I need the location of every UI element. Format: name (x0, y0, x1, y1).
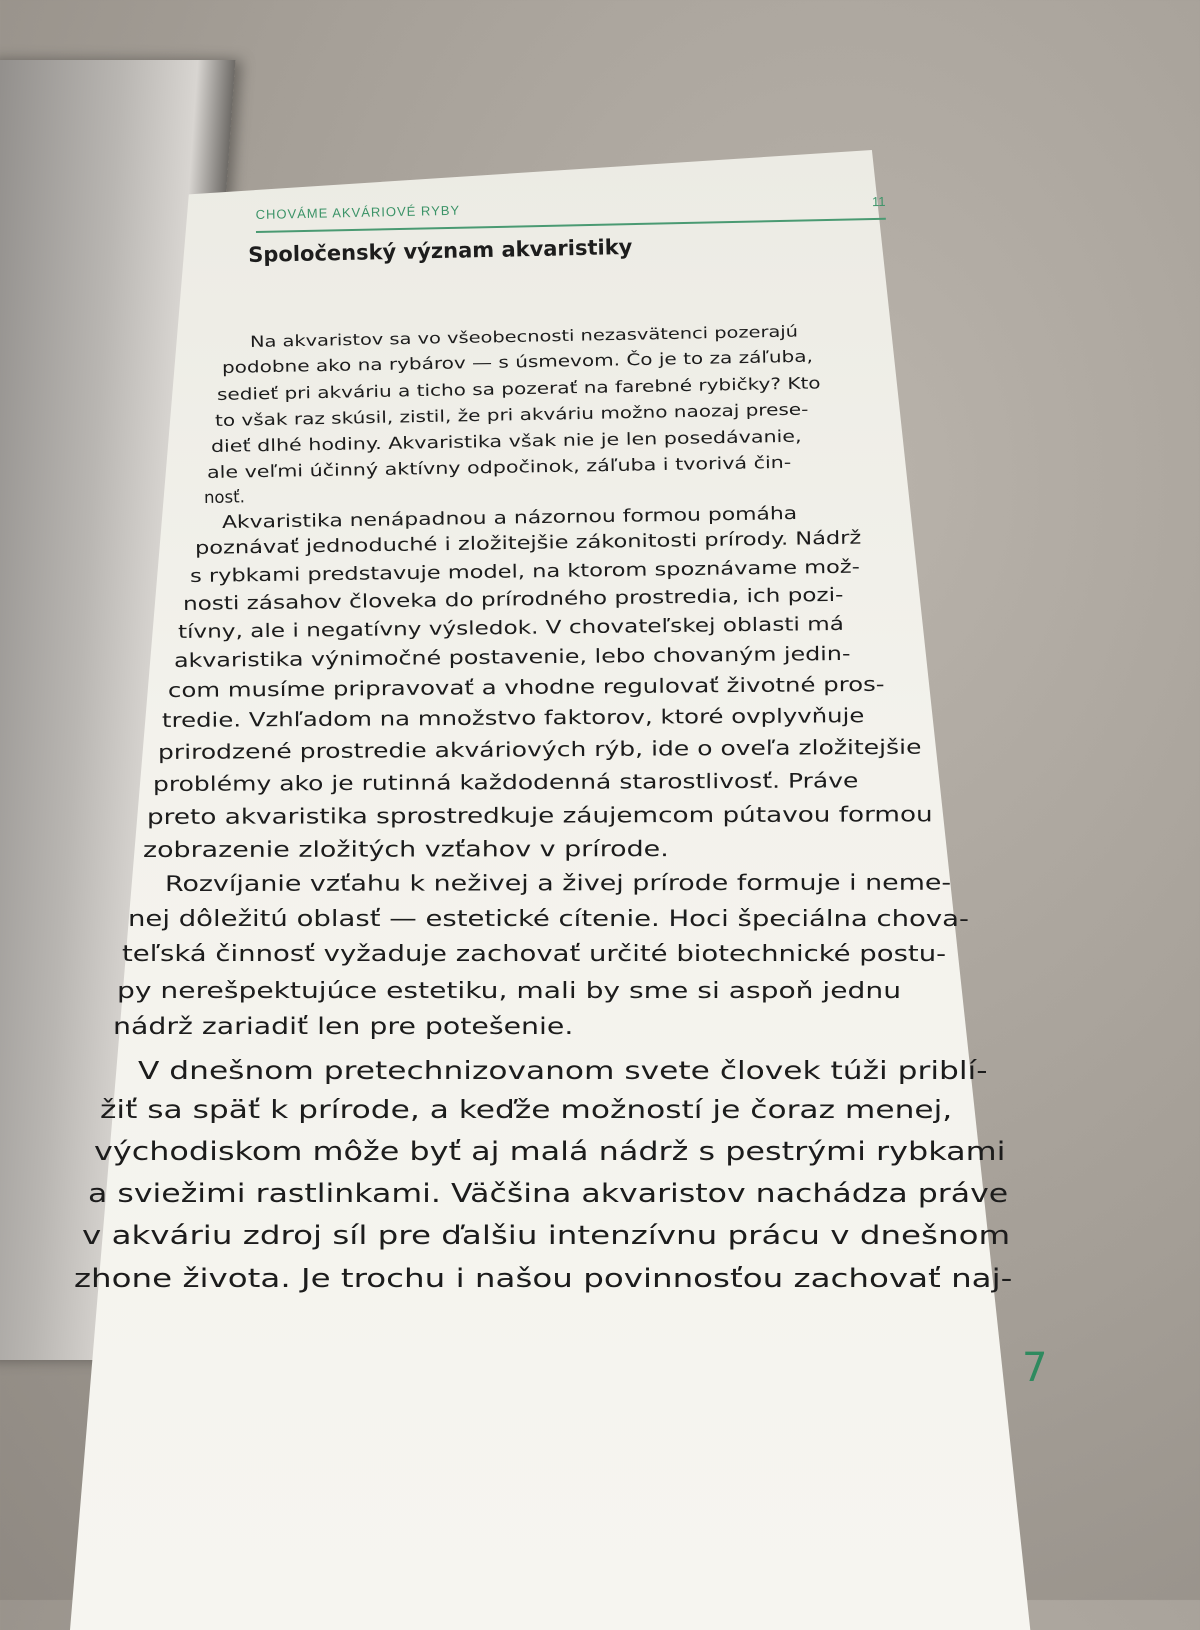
text-line: v akváriu zdroj síl pre ďalšiu intenzívnu prácu v dnešnom (82, 1221, 1011, 1251)
text-line: py nerešpektujúce estetiku, mali by sme si aspoň jednu (117, 978, 902, 1004)
text-line: nádrž zariadiť len pre potešenie. (113, 1014, 574, 1040)
section-heading: Spoločenský význam akvaristiky (248, 234, 633, 267)
text-line: to však raz skúsil, zistil, že pri akváriu možno naozaj prese- (214, 399, 809, 430)
text-line: Rozvíjanie vzťahu k neživej a živej prírode formuje i neme- (164, 870, 952, 897)
text-line: dieť dlhé hodiny. Akvaristika však nie je len posedávanie, (210, 426, 802, 456)
text-line: problémy ako je rutinná každodenná starostlivosť. Práve (152, 768, 859, 796)
text-line: zobrazenie zložitých vzťahov v prírode. (142, 837, 669, 863)
running-title: CHOVÁME AKVÁRIOVÉ RYBY (255, 202, 461, 223)
text-line: akvaristika výnimočné postavenie, lebo chovaným jedin- (173, 642, 851, 672)
text-line: východiskom môže byť aj malá nádrž s pestrými rybkami (94, 1137, 1006, 1167)
text-line: V dnešnom pretechnizovanom svete človek túži priblí- (138, 1056, 988, 1085)
text-line: preto akvaristika sprostredkuje záujemcom pútavou formou (146, 802, 933, 829)
text-line: prirodzené prostredie akváriových rýb, ide o oveľa zložitejšie (157, 734, 922, 764)
text-line: podobne ako na rybárov — s úsmevom. Čo je to za záľuba, (221, 346, 814, 377)
text-line: ale veľmi účinný aktívny odpočinok, záľuba i tvorivá čin- (206, 452, 792, 482)
running-header (255, 192, 885, 233)
text-line: poznávať jednoduché i zložitejšie zákonitosti prírody. Nádrž (194, 527, 862, 559)
text-line: teľská činnosť vyžaduje zachovať určité biotechnické postu- (122, 942, 947, 967)
text-line: nej dôležitú oblasť — estetické cítenie. Hoci špeciálna chova- (128, 907, 969, 932)
text-line: Na akvaristov sa vo všeobecnosti nezasvätenci pozerajú (249, 322, 799, 351)
header-page-number: 11 (871, 193, 886, 210)
text-line: tívny, ale i negatívny výsledok. V chovateľskej oblasti má (177, 613, 844, 643)
text-line: zhone života. Je trochu i našou povinnosťou zachovať naj- (74, 1264, 1013, 1294)
text-line: com musíme pripravovať a vhodne regulovať životné pros- (167, 672, 885, 702)
text-line: žiť sa späť k prírode, a keďže možností je čoraz menej, (100, 1095, 953, 1124)
text-line: tredie. Vzhľadom na množstvo faktorov, ktoré ovplyvňuje (161, 704, 865, 732)
text-line: s rybkami predstavuje model, na ktorom spoznávame mož- (189, 556, 860, 587)
text-line: sedieť pri akváriu a ticho sa pozerať na farebné rybičky? Kto (216, 373, 821, 404)
text-line: a sviežimi rastlinkami. Väčšina akvaristov nachádza práve (88, 1179, 1009, 1209)
text-line: nosti zásahov človeka do prírodného prostredia, ich pozi- (182, 584, 844, 615)
text-line: Akvaristika nenápadnou a názornou formou pomáha (221, 503, 798, 533)
text-line: nosť. (203, 487, 246, 507)
folio-number: 7 (1022, 1345, 1048, 1391)
